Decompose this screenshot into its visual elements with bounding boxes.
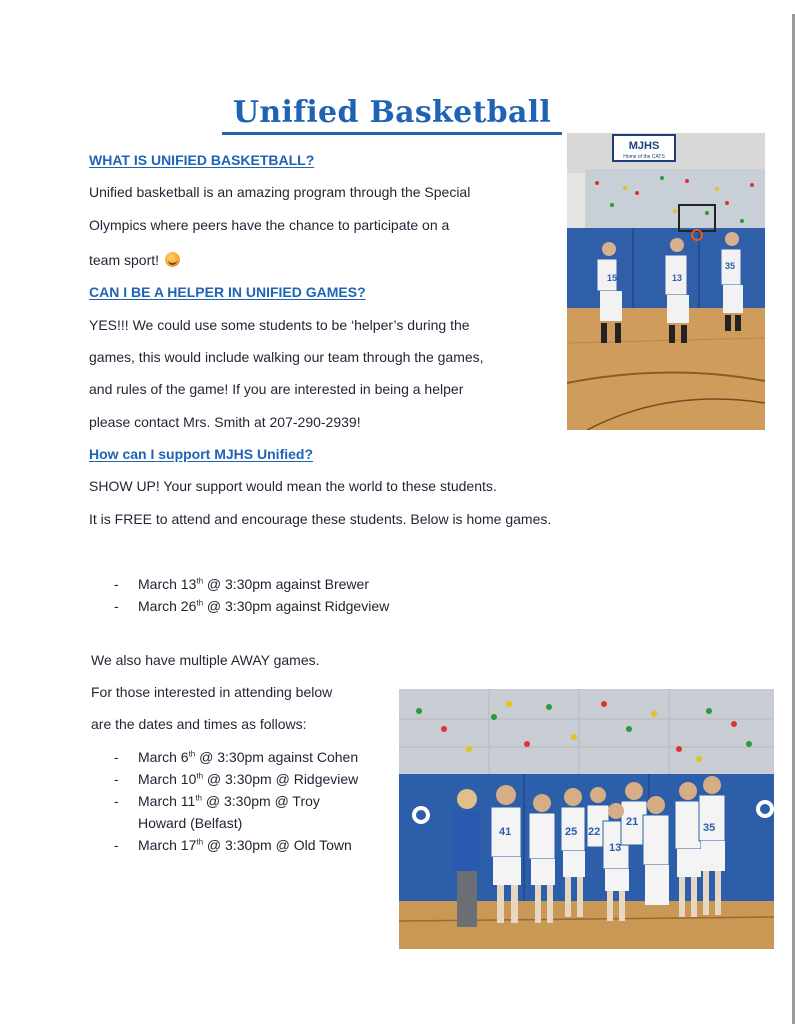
- team-practice-photo-illustration: [567, 133, 765, 430]
- list-item: Howard (Belfast): [138, 815, 243, 831]
- team-practice-photo: [567, 133, 765, 430]
- body-line: YES!!! We could use some students to be ‘helper’s during the: [89, 317, 470, 333]
- team-group-photo-illustration: [399, 689, 774, 949]
- section-heading-helper: CAN I BE A HELPER IN UNIFIED GAMES?: [89, 284, 366, 300]
- jersey-number: 22: [588, 826, 601, 838]
- page-title: Unified Basketball: [222, 96, 562, 135]
- body-line: We also have multiple AWAY games.: [91, 652, 320, 668]
- body-line: It is FREE to attend and encourage these students. Below is home games.: [89, 511, 552, 527]
- section-heading-support: How can I support MJHS Unified?: [89, 446, 314, 462]
- jersey-number: 13: [672, 273, 683, 283]
- list-item: - March 10th @ 3:30pm @ Ridgeview: [114, 771, 359, 787]
- body-line: For those interested in attending below: [91, 684, 333, 700]
- team-group-photo: [399, 689, 774, 949]
- smiley-emoji-icon: [165, 252, 180, 267]
- list-item: - March 26th @ 3:30pm against Ridgeview: [114, 598, 390, 614]
- body-line: Unified basketball is an amazing program through the Special: [89, 184, 471, 200]
- gym-sign-text: MJHS: [628, 140, 660, 152]
- jersey-number: 21: [626, 816, 639, 828]
- jersey-number: 41: [499, 826, 512, 838]
- body-line: are the dates and times as follows:: [91, 716, 307, 732]
- body-line: team sport!: [89, 252, 160, 268]
- gym-sign-subtext: Home of the CATS: [623, 154, 665, 160]
- home-games-list: [90, 573, 389, 617]
- jersey-number: 35: [703, 822, 716, 834]
- body-line: Olympics where peers have the chance to participate on a: [89, 217, 450, 233]
- jersey-number: 15: [607, 273, 618, 283]
- jersey-number: 13: [609, 842, 622, 854]
- body-line-with-emoji: [89, 251, 180, 269]
- list-item: - March 11th @ 3:30pm @ Troy: [114, 793, 320, 809]
- section-heading-what-is: WHAT IS UNIFIED BASKETBALL?: [89, 152, 315, 168]
- body-line: and rules of the game! If you are interested in being a helper: [89, 381, 464, 397]
- body-line: SHOW UP! Your support would mean the world to these students.: [89, 478, 497, 494]
- body-line: games, this would include walking our team through the games,: [89, 349, 484, 365]
- list-item: - March 6th @ 3:30pm against Cohen: [114, 749, 359, 765]
- list-item: - March 17th @ 3:30pm @ Old Town: [114, 837, 352, 853]
- jersey-number: 35: [725, 261, 736, 271]
- list-item: - March 13th @ 3:30pm against Brewer: [114, 576, 369, 592]
- jersey-number: 25: [565, 826, 578, 838]
- body-line: please contact Mrs. Smith at 207-290-2939!: [89, 414, 361, 430]
- away-games-list: [90, 746, 358, 856]
